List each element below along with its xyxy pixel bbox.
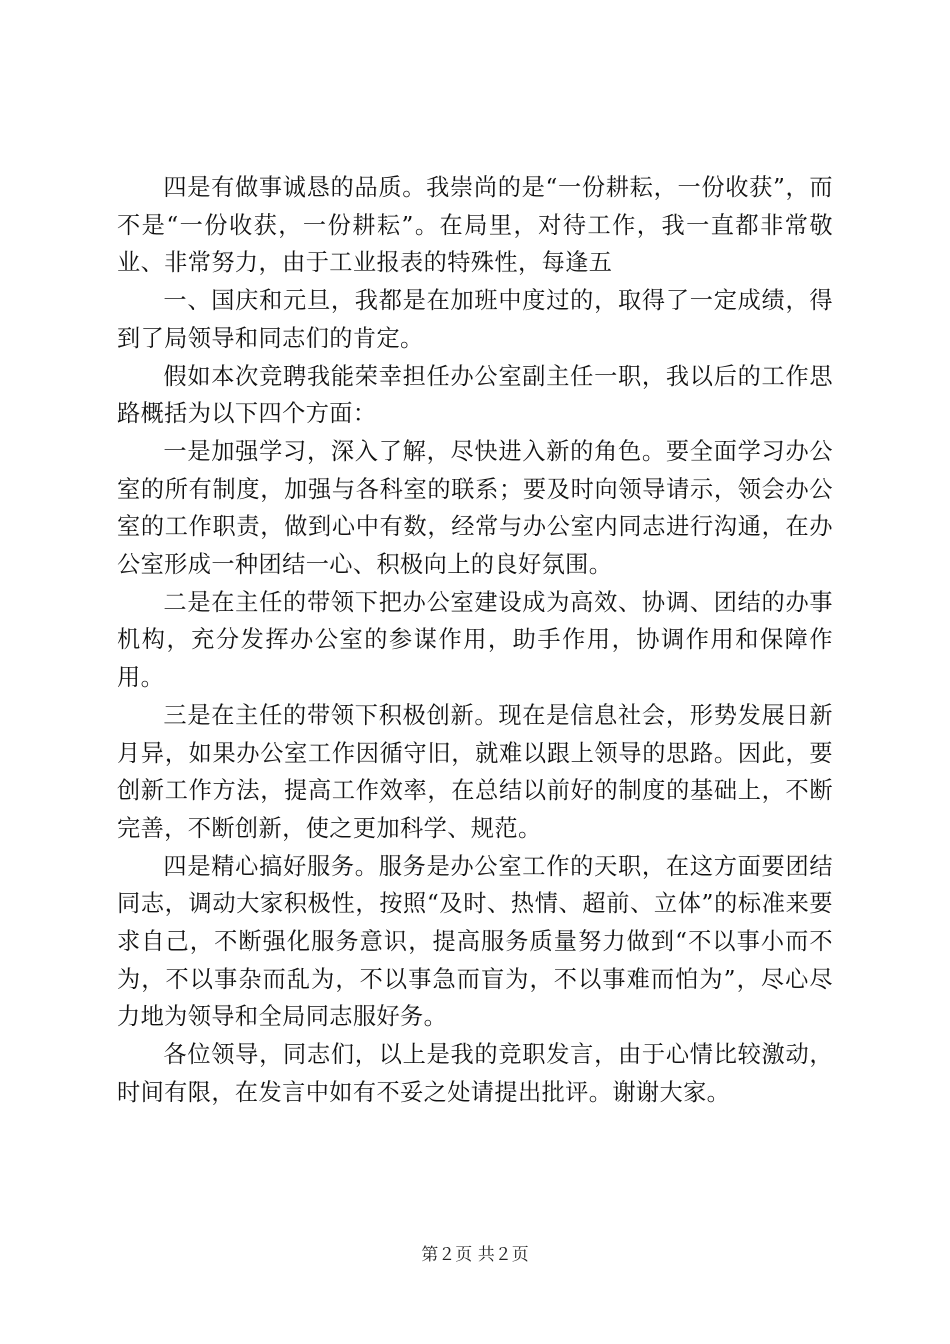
paragraph-6: 三是在主任的带领下积极创新。现在是信息社会，形势发展日新月异，如果办公室工作因循守旧，就难以跟上领导的思路。因此，要创新工作方法，提高工作效率，在总结以前好的制度的基础上，不断完善，不断创新，使之更加科学、规范。 xyxy=(117,701,833,842)
page-number-footer: 第２页 共２页 xyxy=(421,1245,529,1265)
document-body xyxy=(117,169,833,1112)
paragraph-1: 四是有做事诚恳的品质。我崇尚的是“一份耕耘，一份收获”，而不是“一份收获，一份耕耘”。在局里，对待工作，我一直都非常敬业、非常努力，由于工业报表的特殊性，每逢五 xyxy=(117,174,833,277)
paragraph-5: 二是在主任的带领下把办公室建设成为高效、协调、团结的办事机构，充分发挥办公室的参谋作用，助手作用，协调作用和保障作用。 xyxy=(117,588,833,692)
paragraph-3: 假如本次竞聘我能荣幸担任办公室副主任一职，我以后的工作思路概括为以下四个方面： xyxy=(117,362,833,428)
paragraph-8: 各位领导，同志们，以上是我的竞职发言，由于心情比较激动，时间有限，在发言中如有不妥之处请提出批评。谢谢大家。 xyxy=(117,1041,833,1106)
paragraph-2: 一、国庆和元旦，我都是在加班中度过的，取得了一定成绩，得到了局领导和同志们的肯定。 xyxy=(117,287,833,352)
paragraph-4: 一是加强学习，深入了解，尽快进入新的角色。要全面学习办公室的所有制度，加强与各科室的联系；要及时向领导请示，领会办公室的工作职责，做到心中有数，经常与办公室内同志进行沟通，在办公室形成一种团结一心、积极向上的良好氛围。 xyxy=(117,437,833,579)
paragraph-7: 四是精心搞好服务。服务是办公室工作的天职，在这方面要团结同志，调动大家积极性，按照“及时、热情、超前、立体”的标准来要求自己，不断强化服务意识，提高服务质量努力做到“不以事小而不为，不以事杂而乱为，不以事急而盲为，不以事难而怕为”，尽心尽力地为领导和全局同志服好务。 xyxy=(117,852,833,1031)
